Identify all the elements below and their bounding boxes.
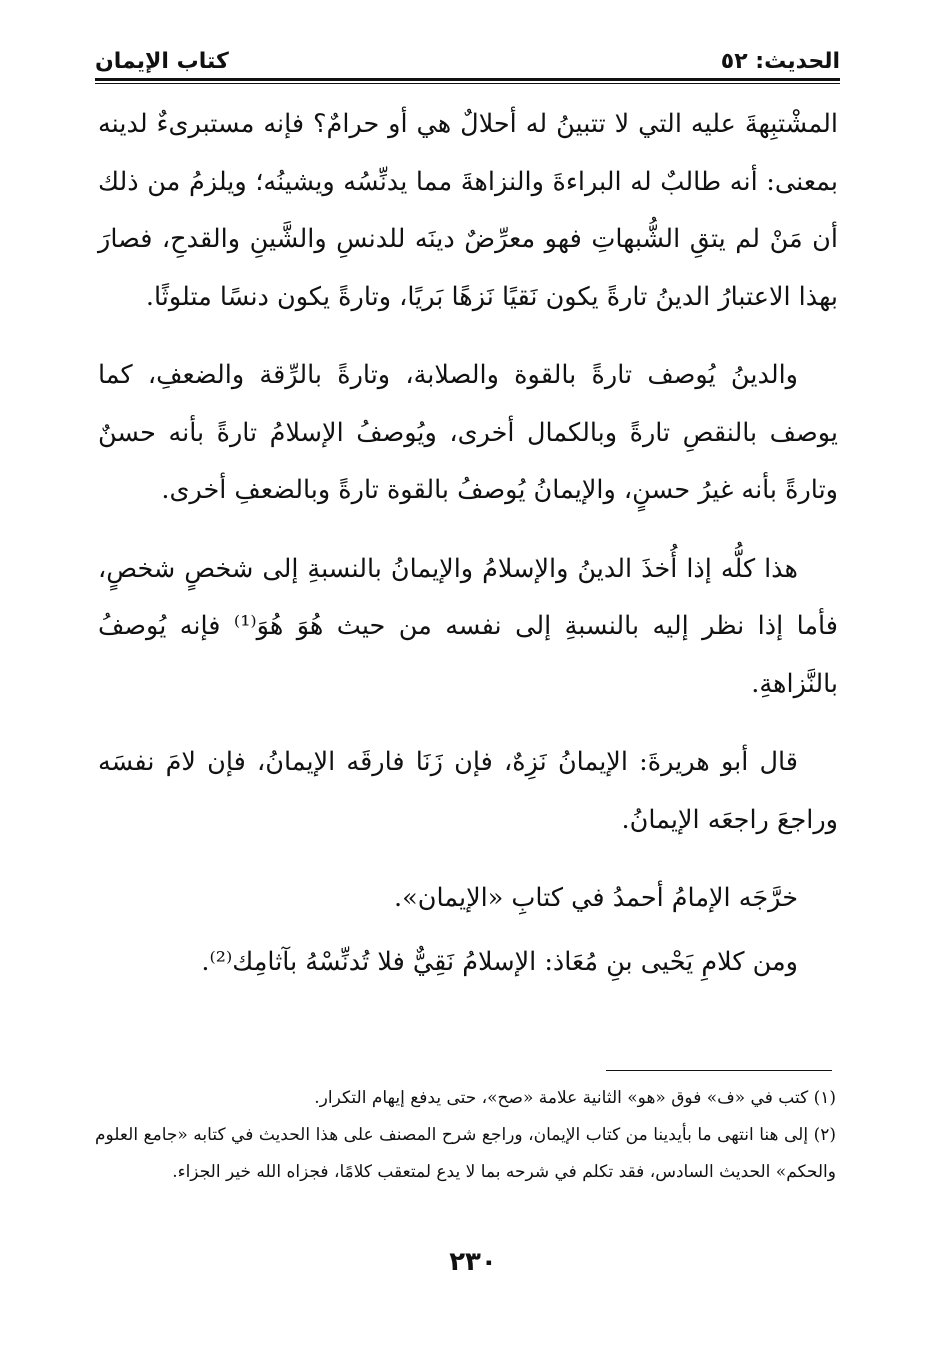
paragraph-4: قال أبو هريرةَ: الإيمانُ نَزِهٌ، فإن زَنَا فارقَه الإيمانُ، فإن لامَ نفسَه وراجعَ راجعَه الإيمانُ. [98,747,838,835]
footnote-1: (١) كتب في «ف» فوق «هو» الثانية علامة «صح»، حتى يدفع إيهام التكرار. [314,1088,836,1108]
paragraph-5: خرَّجَه الإمامُ أحمدُ في كتابِ «الإيمان». [394,883,798,913]
header-rule-thin [95,83,840,84]
main-text [98,96,838,1012]
paragraph-2: والدينُ يُوصف تارةً بالقوة والصلابة، وتارةً بالرِّقة والضعفِ، كما يوصف بالنقصِ تارةً وبالكمال أخرى، ويُوصفُ الإسلامُ تارةً بأنه حسنٌ وتارةً بأنه غيرُ حسنٍ، والإيمانُ يُوصفُ بالقوة تارةً وبالضعفِ أخرى. [98,360,838,505]
paragraph-1: المشْتبِهةَ عليه التي لا تتبينُ له أحلالٌ هي أو حرامٌ؟ فإنه مستبرىءٌ لدينه بمعنى: أنه طالبٌ له البراءةَ والنزاهةَ مما يدنِّسُه ويشينُه؛ ويلزمُ من ذلك أن مَنْ لم يتقِ الشُّبهاتِ فهو معرِّضٌ دينَه للدنسِ والشَّينِ والقدحِ، فصارَ بهذا الاعتبارُ الدينُ تارةً يكون نَقيًا نَزهًا بَريًا، وتارةً يكون دنسًا متلوثًا. [98,109,838,312]
hadith-number-label: الحديث: ٥٢ [720,49,840,74]
page-number: ٢٣٠ [449,1247,497,1277]
footnote-2: (٢) إلى هنا انتهى ما بأيدينا من كتاب الإيمان، وراجع شرح المصنف على هذا الحديث في كتابه «جامع العلوم والحكم» الحديث السادس، فقد تكلم في شرحه بما لا يدع لمتعقب كلامًا، فجزاه الله خير الجزاء. [95,1125,836,1182]
footnotes [95,1080,836,1191]
paragraph-6: ومن كلامِ يَحْيى بنِ مُعَاذ: الإسلامُ نَقِيٌّ فلا تُدنِّسْهُ بآثامِك⁽²⁾. [201,946,798,977]
paragraph-3: هذا كلُّه إذا أُخذَ الدينُ والإسلامُ والإيمانُ بالنسبةِ إلى شخصٍ شخصٍ، فأما إذا نظر إليه بالنسبةِ إلى نفسه من حيث هُوَ هُوَ⁽¹⁾ فإنه يُوصفُ بالنَّزاهةِ. [98,553,838,699]
header-rule [95,78,840,81]
running-header [95,40,840,74]
footnote-separator [606,1070,832,1071]
book-title: كتاب الإيمان [95,49,229,74]
